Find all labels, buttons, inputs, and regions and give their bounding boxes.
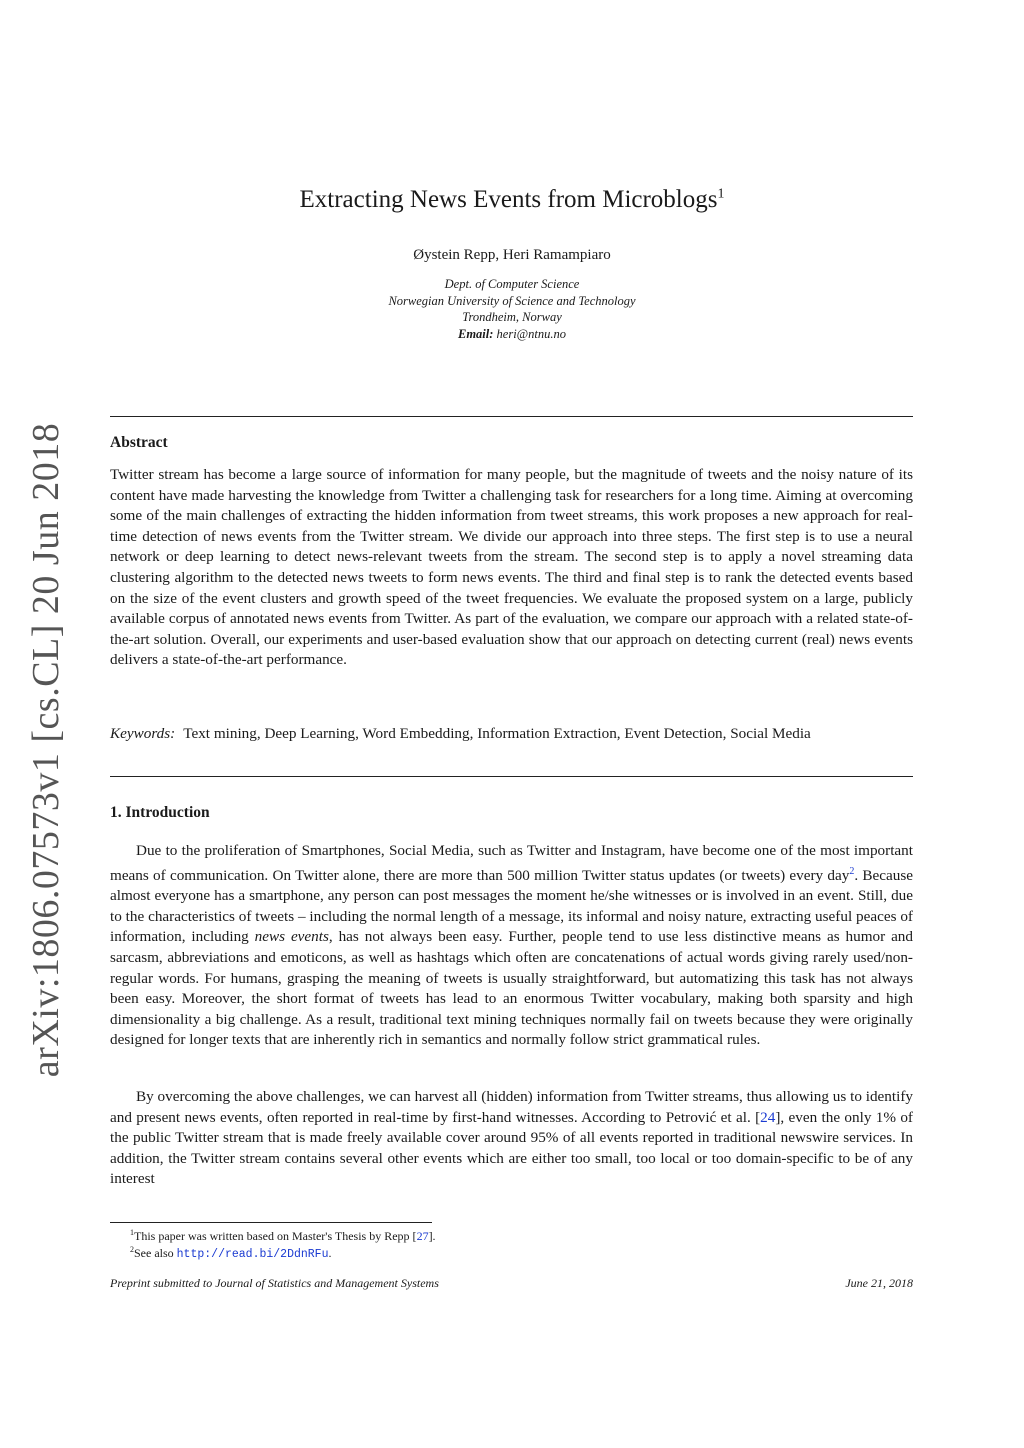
citation-link-27[interactable]: 27 bbox=[416, 1229, 429, 1243]
affiliation-block bbox=[0, 276, 1024, 342]
affiliation-city: Trondheim, Norway bbox=[462, 310, 562, 324]
keywords-line bbox=[110, 724, 913, 745]
email-address[interactable]: heri@ntnu.no bbox=[496, 326, 567, 341]
footnote-2-marker[interactable]: 2 bbox=[849, 865, 855, 877]
section-heading-introduction: 1. Introduction bbox=[110, 804, 210, 821]
paper-title bbox=[0, 186, 1024, 214]
intro-p1-part-c: , has not always been easy. Further, people tend to use less distinctive means as humor and sarcasm, abbreviations and emoticons, as well as hashtags which often are concatenations of actual words giving rarely used/non-regular words. For humans, grasping the meaning of tweets is usually straightforward, but automatizing this task has not always been easy. Moreover, the short format of tweets has lead to an enormous Twitter vocabulary, making both sparsity and high dimensionality a big challenge. As a result, traditional text mining techniques normally fail on tweets because they were originally designed for longer texts that are inherently rich in semantics and normally follow strict grammatical rules. bbox=[110, 928, 913, 1049]
footnote-2-url-link[interactable]: http://read.bi/2DdnRFu bbox=[176, 1248, 329, 1261]
footer-date: June 21, 2018 bbox=[845, 1276, 913, 1290]
footnote-1-text: This paper was written based on Master's Thesis by Repp [ bbox=[134, 1229, 417, 1243]
footnote-2-text: See also bbox=[134, 1246, 177, 1260]
intro-p2-part-b: ], even the only 1% of the public Twitter stream that is made freely available cover around 95% of all events reported in traditional newswire services. In addition, the Twitter stream contains several other events which are either too small, too local or too domain-specific to be of any interest bbox=[110, 1108, 913, 1188]
affiliation-university: Norwegian University of Science and Technology bbox=[388, 293, 636, 308]
abstract-heading: Abstract bbox=[110, 434, 168, 451]
intro-p1-emphasis: news events bbox=[254, 928, 329, 946]
citation-link-24[interactable]: 24 bbox=[760, 1108, 776, 1126]
affiliation-dept: Dept. of Computer Science bbox=[444, 277, 580, 291]
intro-paragraph-1 bbox=[110, 841, 913, 1051]
title-footnote-mark: 1 bbox=[717, 186, 725, 202]
footnote-1-mark: 1 bbox=[130, 1228, 134, 1237]
intro-p1-part-a: Due to the proliferation of Smartphones, Social Media, such as Twitter and Instagram, have become one of the most important means of communication. On Twitter alone, there are more than 500 million Twitter status updates (or tweets) every day bbox=[110, 842, 913, 884]
footnote-2-mark: 2 bbox=[130, 1245, 134, 1254]
intro-p1-part-b: . Because almost everyone has a smartphone, any person can post messages the moment he/she witnesses or is involved in an event. Still, due to the characteristics of tweets – including the normal length of a message, its informal and noisy nature, extracting useful peaces of information, including bbox=[110, 866, 913, 946]
author-list: Øystein Repp, Heri Ramampiaro bbox=[413, 247, 611, 263]
keywords-label: Keywords: bbox=[110, 725, 176, 742]
footnote-2 bbox=[130, 1245, 331, 1261]
footnote-1 bbox=[130, 1228, 436, 1244]
abstract-top-rule bbox=[110, 416, 913, 417]
footnote-1-end: ]. bbox=[428, 1229, 436, 1243]
footer-preprint-note: Preprint submitted to Journal of Statistics and Management Systems bbox=[110, 1276, 439, 1290]
footnote-2-end: . bbox=[328, 1246, 332, 1260]
abstract-bottom-rule bbox=[110, 776, 913, 777]
keywords-text: Text mining, Deep Learning, Word Embedding, Information Extraction, Event Detection, Social Media bbox=[183, 725, 811, 742]
arxiv-identifier: arXiv:1806.07573v1 [cs.CL] 20 Jun 2018 bbox=[25, 422, 67, 1078]
footnote-rule bbox=[110, 1222, 432, 1223]
intro-p2-part-a: By overcoming the above challenges, we can harvest all (hidden) information from Twitter streams, thus allowing us to identify and present news events, often reported in real-time by first-hand witnesses. According to Petrović et al. [ bbox=[110, 1088, 913, 1126]
affiliation-email-line bbox=[0, 326, 1024, 343]
abstract-body: Twitter stream has become a large source of information for many people, but the magnitude of tweets and the noisy nature of its content have made harvesting the knowledge from Twitter a challenging task for researchers for a long time. Aiming at overcoming some of the main challenges of extracting the hidden information from tweet streams, this work proposes a new approach for real-time detection of news events from the Twitter stream. We divide our approach into three steps. The first step is to use a neural network or deep learning to detect news-relevant tweets from the stream. The second step is to apply a novel streaming data clustering algorithm to the detected news tweets to form news events. The third and final step is to rank the detected events based on the size of the event clusters and growth speed of the tweet frequencies. We evaluate the proposed system on a large, publicly available corpus of annotated news events from Twitter. As part of the evaluation, we compare our approach with a related state-of-the-art solution. Overall, our experiments and user-based evaluation show that our approach on detecting current (real) news events delivers a state-of-the-art performance. bbox=[110, 466, 913, 669]
intro-paragraph-2 bbox=[110, 1087, 913, 1190]
title-text: Extracting News Events from Microblogs bbox=[299, 186, 718, 213]
email-label: Email: bbox=[457, 326, 494, 341]
